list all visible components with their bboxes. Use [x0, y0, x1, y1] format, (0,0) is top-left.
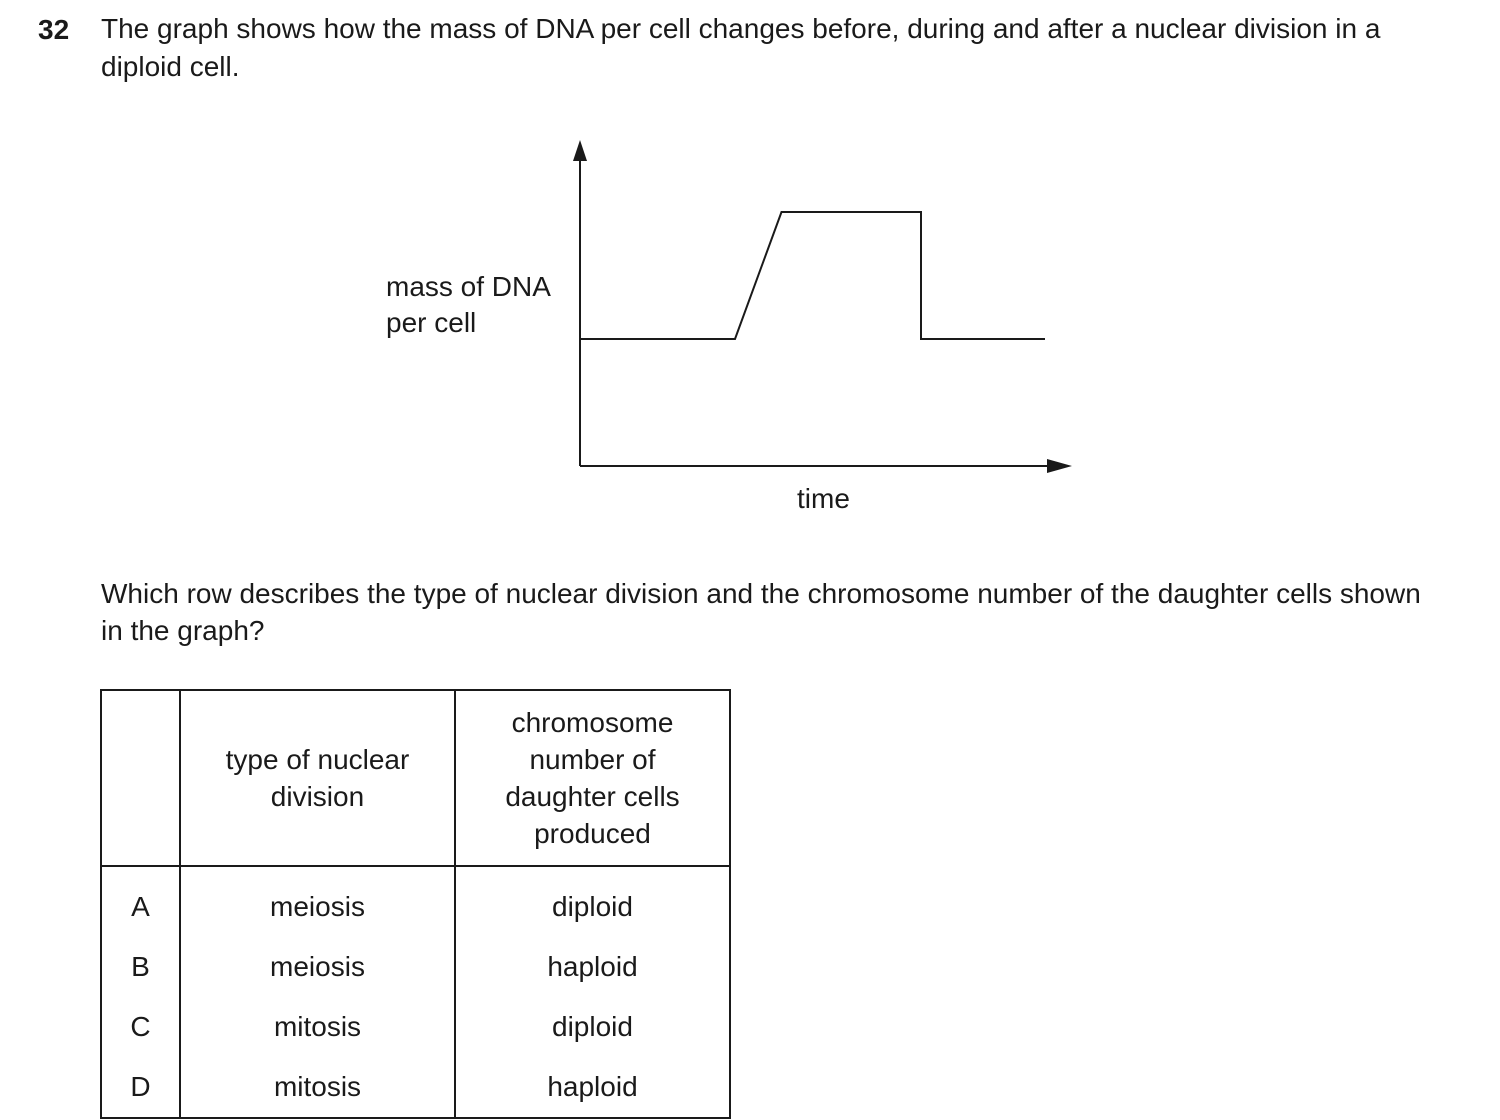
option-letter: A [101, 866, 180, 937]
question-number: 32 [38, 14, 70, 45]
dna-mass-line [580, 212, 1045, 339]
x-axis-arrowhead [1047, 459, 1072, 473]
question-prompt: Which row describes the type of nuclear division and the chromosome number of the daughter cells shown in the graph? [101, 578, 1421, 646]
option-chromosome: diploid [455, 997, 730, 1057]
option-row-d[interactable] [101, 1057, 730, 1118]
option-letter: B [101, 937, 180, 997]
option-type: meiosis [180, 937, 455, 997]
y-axis-label: mass of DNA per cell [386, 271, 551, 338]
option-type: meiosis [180, 866, 455, 937]
option-chromosome: diploid [455, 866, 730, 937]
option-row-a[interactable] [101, 866, 730, 937]
option-type: mitosis [180, 1057, 455, 1118]
header-chromosome-number: chromosome number of daughter cells produced [455, 690, 730, 866]
answer-options-table [100, 689, 731, 1119]
header-type-of-division: type of nuclear division [180, 690, 455, 866]
table-header-row [101, 690, 730, 866]
option-letter: D [101, 1057, 180, 1118]
option-type: mitosis [180, 997, 455, 1057]
option-letter: C [101, 997, 180, 1057]
option-row-b[interactable] [101, 937, 730, 997]
y-axis-arrowhead [573, 140, 587, 161]
option-chromosome: haploid [455, 1057, 730, 1118]
question-stem: The graph shows how the mass of DNA per cell changes before, during and after a nuclear division in a diploid cell. [101, 13, 1381, 82]
option-row-c[interactable] [101, 997, 730, 1057]
x-axis-label: time [797, 483, 850, 514]
option-chromosome: haploid [455, 937, 730, 997]
header-letter [101, 690, 180, 866]
